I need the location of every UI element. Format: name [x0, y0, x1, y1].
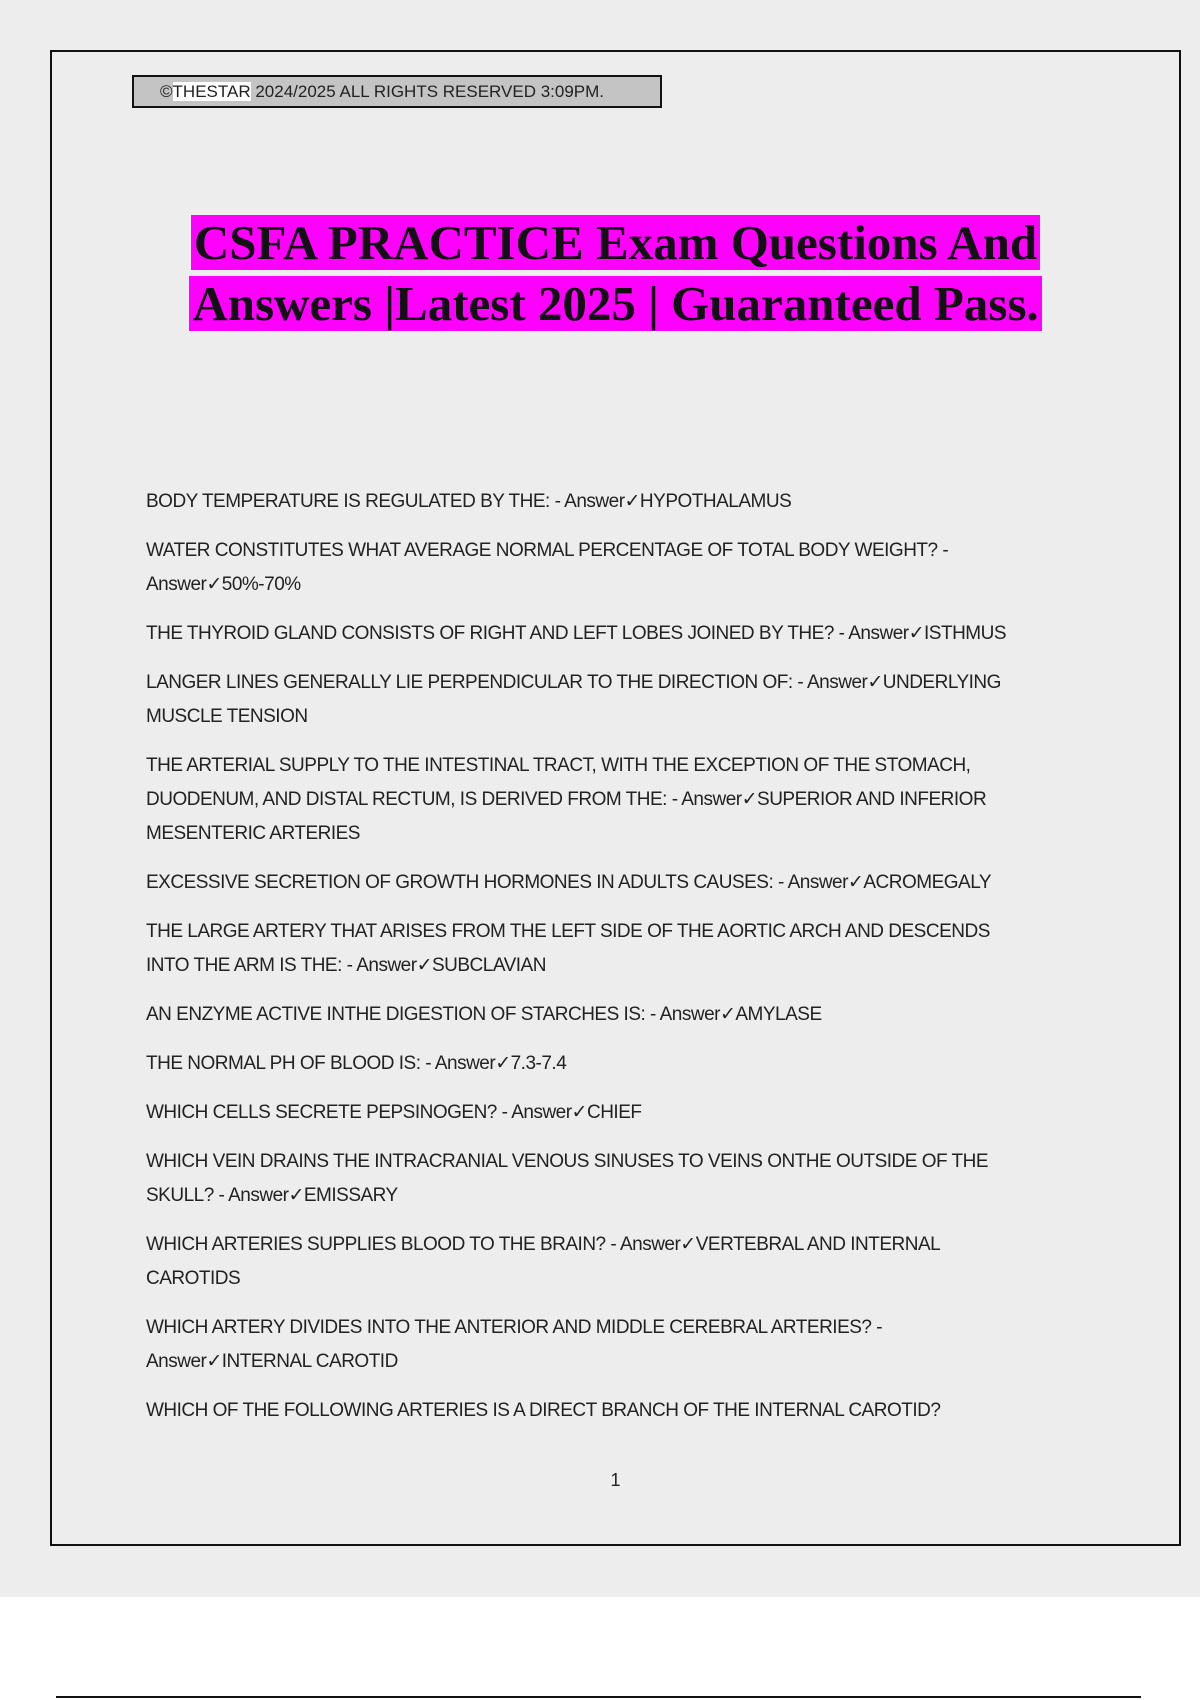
question-item — [146, 1394, 1146, 1428]
question-line: WHICH ARTERY DIVIDES INTO THE ANTERIOR AND MIDDLE CEREBRAL ARTERIES? - — [146, 1317, 883, 1338]
question-line: WHICH OF THE FOLLOWING ARTERIES IS A DIRECT BRANCH OF THE INTERNAL CAROTID? — [146, 1400, 941, 1421]
question-line: Answer✓50%-70% — [146, 574, 301, 595]
question-line: WHICH VEIN DRAINS THE INTRACRANIAL VENOUS SINUSES TO VEINS ONTHE OUTSIDE OF THE — [146, 1151, 989, 1172]
question-item — [146, 1096, 1146, 1130]
question-line: WHICH CELLS SECRETE PEPSINOGEN? - Answer✓CHIEF — [146, 1102, 642, 1123]
question-line: INTO THE ARM IS THE: - Answer✓SUBCLAVIAN — [146, 955, 546, 976]
title-line: CSFA PRACTICE Exam Questions And — [191, 215, 1040, 270]
question-line: Answer✓INTERNAL CAROTID — [146, 1351, 398, 1372]
question-line: THE THYROID GLAND CONSISTS OF RIGHT AND LEFT LOBES JOINED BY THE? - Answer✓ISTHMUS — [146, 623, 1007, 644]
page-number: 1 — [610, 1470, 621, 1490]
question-item — [146, 1145, 1146, 1213]
question-list — [146, 485, 1146, 1443]
copyright-symbol: © — [160, 82, 173, 101]
question-line: CAROTIDS — [146, 1268, 241, 1289]
copyright-header — [132, 75, 662, 108]
question-line: DUODENUM, AND DISTAL RECTUM, IS DERIVED FROM THE: - Answer✓SUPERIOR AND INFERIOR — [146, 789, 987, 810]
title-line: Answers |Latest 2025 | Guaranteed Pass. — [189, 276, 1041, 331]
question-line: BODY TEMPERATURE IS REGULATED BY THE: - Answer✓HYPOTHALAMUS — [146, 491, 792, 512]
question-item — [146, 1228, 1146, 1296]
document-page — [50, 50, 1181, 1546]
next-page-top-border — [56, 1696, 1141, 1698]
question-item — [146, 749, 1146, 851]
question-line: WHICH ARTERIES SUPPLIES BLOOD TO THE BRAIN? - Answer✓VERTEBRAL AND INTERNAL — [146, 1234, 941, 1255]
question-line: LANGER LINES GENERALLY LIE PERPENDICULAR TO THE DIRECTION OF: - Answer✓UNDERLYING — [146, 672, 1001, 693]
question-item — [146, 1047, 1146, 1081]
question-item — [146, 666, 1146, 734]
question-item — [146, 617, 1146, 651]
question-line: WATER CONSTITUTES WHAT AVERAGE NORMAL PERCENTAGE OF TOTAL BODY WEIGHT? - — [146, 540, 949, 561]
document-title — [52, 212, 1179, 334]
question-line: EXCESSIVE SECRETION OF GROWTH HORMONES IN ADULTS CAUSES: - Answer✓ACROMEGALY — [146, 872, 992, 893]
question-item — [146, 534, 1146, 602]
question-line: THE LARGE ARTERY THAT ARISES FROM THE LEFT SIDE OF THE AORTIC ARCH AND DESCENDS — [146, 921, 990, 942]
question-line: SKULL? - Answer✓EMISSARY — [146, 1185, 398, 1206]
question-line: MUSCLE TENSION — [146, 706, 308, 727]
question-line: MESENTERIC ARTERIES — [146, 823, 360, 844]
question-item — [146, 485, 1146, 519]
copyright-text: 2024/2025 ALL RIGHTS RESERVED 3:09PM. — [250, 82, 605, 101]
brand-name: THESTAR — [172, 82, 251, 101]
question-line: THE ARTERIAL SUPPLY TO THE INTESTINAL TRACT, WITH THE EXCEPTION OF THE STOMACH, — [146, 755, 971, 776]
question-line: AN ENZYME ACTIVE INTHE DIGESTION OF STARCHES IS: - Answer✓AMYLASE — [146, 1004, 822, 1025]
question-item — [146, 915, 1146, 983]
question-item — [146, 998, 1146, 1032]
question-item — [146, 1311, 1146, 1379]
question-item — [146, 866, 1146, 900]
question-line: THE NORMAL PH OF BLOOD IS: - Answer✓7.3-7.4 — [146, 1053, 567, 1074]
